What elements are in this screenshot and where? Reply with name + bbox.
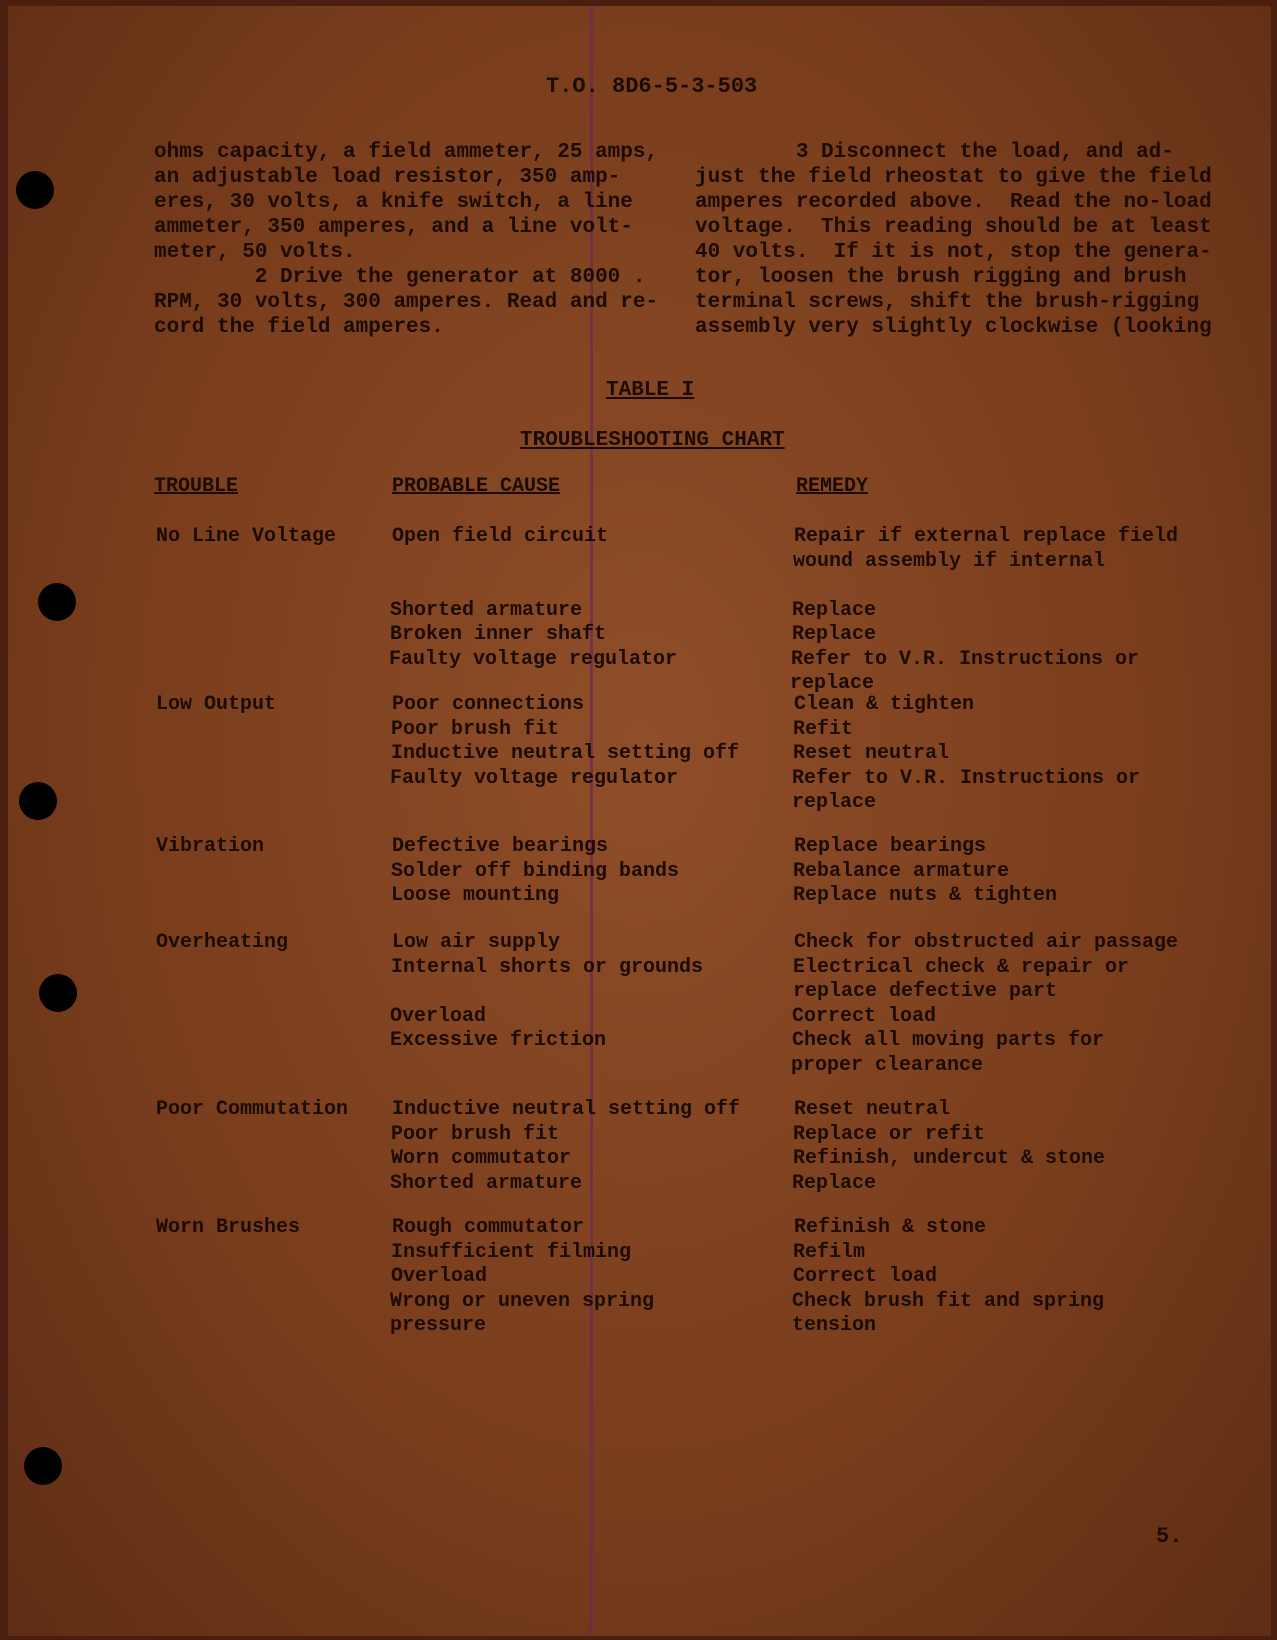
probable-cause: Inductive neutral setting off <box>392 1098 741 1121</box>
probable-cause: Loose mounting <box>391 884 560 907</box>
trouble-label: Poor Commutation <box>156 1098 349 1121</box>
trouble-label: Low Output <box>156 693 277 716</box>
remedy: Check for obstructed air passage <box>794 931 1179 954</box>
header-remedy: REMEDY <box>796 475 869 498</box>
remedy: Replace <box>792 623 877 646</box>
probable-cause: Defective bearings <box>392 835 609 858</box>
text-line: 3 Disconnect the load, and ad- <box>695 141 1174 164</box>
header-trouble: TROUBLE <box>154 475 239 498</box>
trouble-label: Vibration <box>156 835 265 858</box>
doc-number: T.O. 8D6-5-3-503 <box>546 74 758 99</box>
trouble-label: Worn Brushes <box>156 1216 301 1239</box>
left-text-column <box>154 140 658 340</box>
remedy: replace <box>792 791 877 814</box>
text-line: terminal screws, shift the brush-rigging <box>695 291 1200 314</box>
remedy: Refilm <box>793 1240 866 1264</box>
probable-cause: Overload <box>391 1265 488 1288</box>
probable-cause: Solder off binding bands <box>391 859 680 883</box>
binder-hole <box>19 782 57 820</box>
remedy: Refinish, undercut & stone <box>793 1147 1106 1170</box>
document-page <box>8 6 1271 1636</box>
remedy: wound assembly if internal <box>793 549 1106 573</box>
remedy: Replace <box>792 598 877 622</box>
binder-hole <box>16 171 54 209</box>
probable-cause: Shorted armature <box>390 598 583 622</box>
remedy: Refit <box>793 717 854 741</box>
probable-cause: Inductive neutral setting off <box>391 742 740 765</box>
remedy: Correct load <box>792 1004 937 1028</box>
probable-cause: Excessive friction <box>390 1029 607 1052</box>
probable-cause: Wrong or uneven spring <box>390 1289 655 1313</box>
text-line: 2 Drive the generator at 8000 . <box>154 266 646 289</box>
remedy: tension <box>792 1314 877 1337</box>
remedy: proper clearance <box>791 1053 984 1077</box>
remedy: Refinish & stone <box>794 1216 987 1239</box>
probable-cause: Faulty voltage regulator <box>389 647 678 671</box>
text-line: ammeter, 350 amperes, and a line volt- <box>154 216 633 239</box>
remedy: Refer to V.R. Instructions or <box>791 647 1140 671</box>
probable-cause: Shorted armature <box>390 1171 583 1195</box>
remedy: Rebalance armature <box>793 859 1010 883</box>
page-number: 5. <box>1156 1524 1183 1549</box>
probable-cause: Poor brush fit <box>391 717 560 741</box>
remedy: Replace or refit <box>793 1122 986 1146</box>
remedy: Refer to V.R. Instructions or <box>792 766 1141 790</box>
remedy: Check brush fit and spring <box>792 1289 1105 1313</box>
remedy: Repair if external replace field <box>794 525 1179 548</box>
text-line: tor, loosen the brush rigging and brush <box>695 266 1187 289</box>
text-line: eres, 30 volts, a knife switch, a line <box>154 191 633 214</box>
text-line: amperes recorded above. Read the no-load <box>695 191 1212 214</box>
probable-cause: pressure <box>390 1314 487 1337</box>
probable-cause: Open field circuit <box>392 525 609 548</box>
remedy: Clean & tighten <box>794 693 975 716</box>
trouble-label: Overheating <box>156 931 289 954</box>
remedy: replace defective part <box>793 980 1058 1003</box>
remedy: Replace <box>792 1171 877 1195</box>
remedy: replace <box>790 672 875 695</box>
binder-hole <box>39 974 77 1012</box>
probable-cause: Poor brush fit <box>391 1122 560 1146</box>
remedy: Replace nuts & tighten <box>793 884 1058 907</box>
probable-cause: Poor connections <box>392 693 585 716</box>
remedy: Reset neutral <box>793 742 950 765</box>
text-line: 40 volts. If it is not, stop the genera- <box>695 241 1212 264</box>
text-line: cord the field amperes. <box>154 316 444 339</box>
text-line: just the field rheostat to give the field <box>695 166 1212 189</box>
remedy: Correct load <box>793 1265 938 1288</box>
probable-cause: Low air supply <box>392 931 561 954</box>
text-line: ohms capacity, a field ammeter, 25 amps, <box>154 141 659 164</box>
remedy: Replace bearings <box>794 835 987 858</box>
table-label: TABLE I <box>606 379 695 402</box>
trouble-label: No Line Voltage <box>156 525 337 548</box>
binder-hole <box>24 1447 62 1485</box>
remedy: Check all moving parts for <box>792 1029 1105 1052</box>
remedy: Electrical check & repair or <box>793 955 1130 979</box>
probable-cause: Insufficient filming <box>391 1240 632 1264</box>
text-line: meter, 50 volts. <box>154 241 356 264</box>
probable-cause: Faulty voltage regulator <box>390 766 679 790</box>
header-probable-cause: PROBABLE CAUSE <box>392 475 561 498</box>
text-line: assembly very slightly clockwise (looking <box>695 316 1212 339</box>
text-line: an adjustable load resistor, 350 amp- <box>154 166 621 189</box>
right-text-column <box>695 140 1212 340</box>
probable-cause: Internal shorts or grounds <box>391 955 704 979</box>
probable-cause: Rough commutator <box>392 1216 585 1239</box>
binder-hole <box>38 583 76 621</box>
text-line: RPM, 30 volts, 300 amperes. Read and re- <box>154 291 659 314</box>
remedy: Reset neutral <box>794 1098 951 1121</box>
table-title: TROUBLESHOOTING CHART <box>520 429 785 452</box>
probable-cause: Overload <box>390 1004 487 1028</box>
probable-cause: Worn commutator <box>391 1147 572 1170</box>
probable-cause: Broken inner shaft <box>390 623 607 646</box>
text-line: voltage. This reading should be at least <box>695 216 1212 239</box>
